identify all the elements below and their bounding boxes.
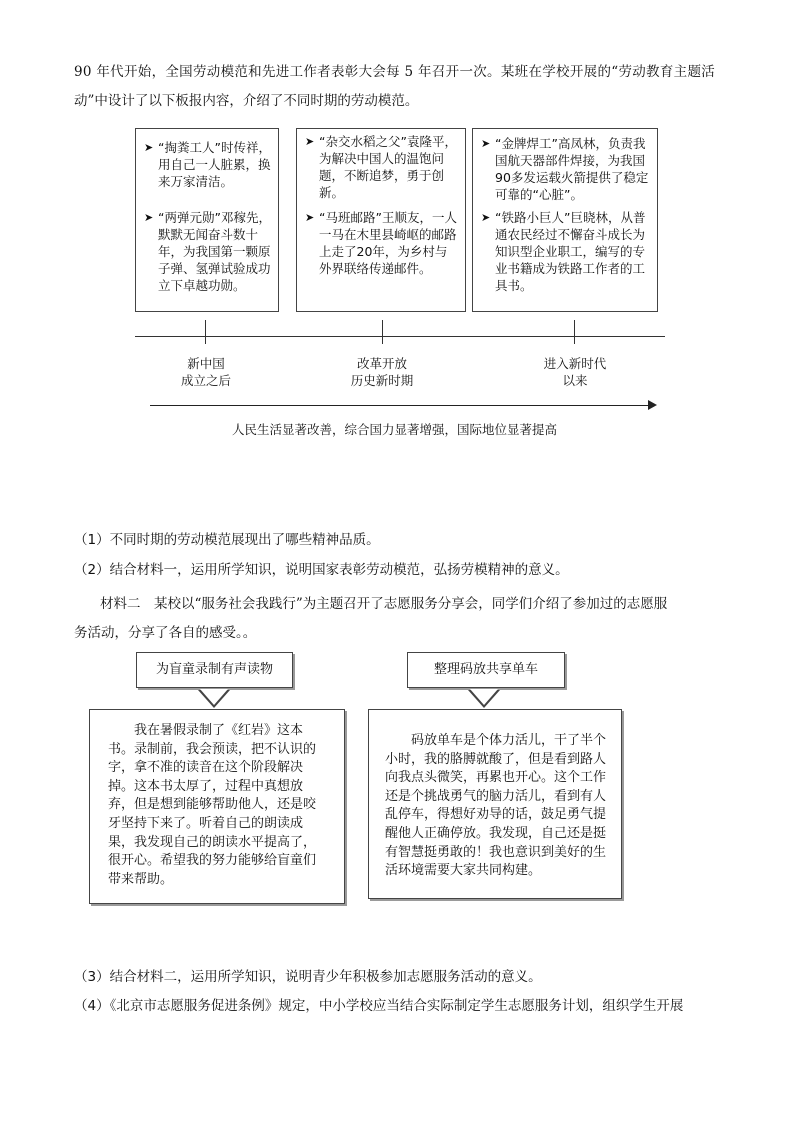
question-4: （4）《北京市志愿服务促进条例》规定，中小学校应当结合实际制定学生志愿服务计划，组织学生开展 <box>74 998 684 1014</box>
material2-line-2: 务活动，分享了各自的感受。。 <box>74 625 257 641</box>
intro-line-1: 90 年代开始，全国劳动模范和先进工作者表彰大会每 5 年召开一次。某班在学校开展的“劳动教育主题活 <box>74 64 716 80</box>
board-item: ➤ “杂交水稻之父”袁隆平，为解决中国人的温饱问题，不断追梦，勇于创新。 <box>305 134 457 200</box>
activity-title-box-2 <box>407 652 565 688</box>
activity-title-1: 为盲童录制有声读物 <box>155 662 273 677</box>
intro-line-2: 动”中设计了以下板报内容，介绍了不同时期的劳动模范。 <box>74 93 419 109</box>
timeline-tick <box>205 320 206 344</box>
timeline-tick <box>574 320 575 344</box>
board-item: ➤ “金牌焊工”高凤林，负责我国航天器部件焊接，为我国90多发运载火箭提供了稳定可靠的“心脏”。 <box>481 136 649 202</box>
period-label-2: 改革开放 历史新时期 <box>350 356 414 388</box>
question-3: （3）结合材料二，运用所学知识，说明青少年积极参加志愿服务活动的意义。 <box>74 969 542 985</box>
board-column-2 <box>296 128 466 312</box>
board-item: ➤ “马班邮路”王顺友，一人一马在木里县崎岖的邮路上走了20年，为乡村与外界联络传递邮件。 <box>305 210 457 276</box>
arrow-bullet-icon: ➤ <box>305 135 315 148</box>
material2-line-1: 材料二 某校以“服务社会我践行”为主题召开了志愿服务分享会，同学们介绍了参加过的志愿服 <box>100 596 668 612</box>
arrow-head-icon <box>648 400 657 410</box>
timeline-line <box>135 336 665 337</box>
board-column-1 <box>135 128 279 312</box>
period-label-1: 新中国 成立之后 <box>180 356 231 388</box>
question-1: （1）不同时期的劳动模范展现出了哪些精神品质。 <box>74 532 380 548</box>
arrow-bullet-icon: ➤ <box>144 211 154 224</box>
activity-story-2: 码放单车是个体力活儿，干了半个小时，我的胳膊就酸了，但是看到路人向我点头微笑，再累也开心。这个工作还是个挑战勇气的脑力活儿，看到有人乱停车，得想好劝导的话，鼓足勇气提醒他人正确停放。我发现，自己还是挺有智慧挺勇敢的！我也意识到美好的生活环境需要大家共同构建。 <box>385 733 607 879</box>
board-item: ➤ “两弹元勋”邓稼先，默默无闻奋斗数十年，为我国第一颗原子弹、氢弹试验成功立下卓越功勋。 <box>144 210 271 293</box>
arrow-caption: 人民生活显著改善，综合国力显著增强，国际地位显著提高 <box>232 422 558 437</box>
arrow-bullet-icon: ➤ <box>305 211 315 224</box>
board-item: ➤ “铁路小巨人”巨晓林，从普通农民经过不懈奋斗成长为知识型企业职工，编写的专业书籍成为铁路工作者的工具书。 <box>481 210 646 293</box>
arrow-bullet-icon: ➤ <box>144 141 154 154</box>
arrow-bullet-icon: ➤ <box>481 137 491 150</box>
activity-story-box-2 <box>368 709 622 899</box>
activity-title-2: 整理码放共享单车 <box>433 662 538 677</box>
timeline-tick <box>382 320 383 344</box>
board-column-3 <box>472 128 658 312</box>
activity-story-1: 我在暑假录制了《红岩》这本书。录制前，我会预读，把不认识的字，拿不准的读音在这个阶段解决掉。这本书太厚了，过程中真想放弃，但是想到能够帮助他人，还是咬牙坚持下来了。听着自己的朗读成果，我发现自己的朗读水平提高了，很开心。希望我的努力能够给盲童们带来帮助。 <box>108 723 317 887</box>
question-2: （2）结合材料一，运用所学知识，说明国家表彰劳动模范，弘扬劳模精神的意义。 <box>74 562 569 578</box>
board-item: ➤ “掏粪工人”时传祥，用自己一人脏累，换来万家清洁。 <box>144 140 271 189</box>
period-label-3: 进入新时代 以来 <box>543 356 607 388</box>
arrow-bullet-icon: ➤ <box>481 211 491 224</box>
progress-arrow-line <box>150 405 650 406</box>
activity-story-box-1 <box>89 709 345 904</box>
activity-title-box-1 <box>136 652 293 688</box>
